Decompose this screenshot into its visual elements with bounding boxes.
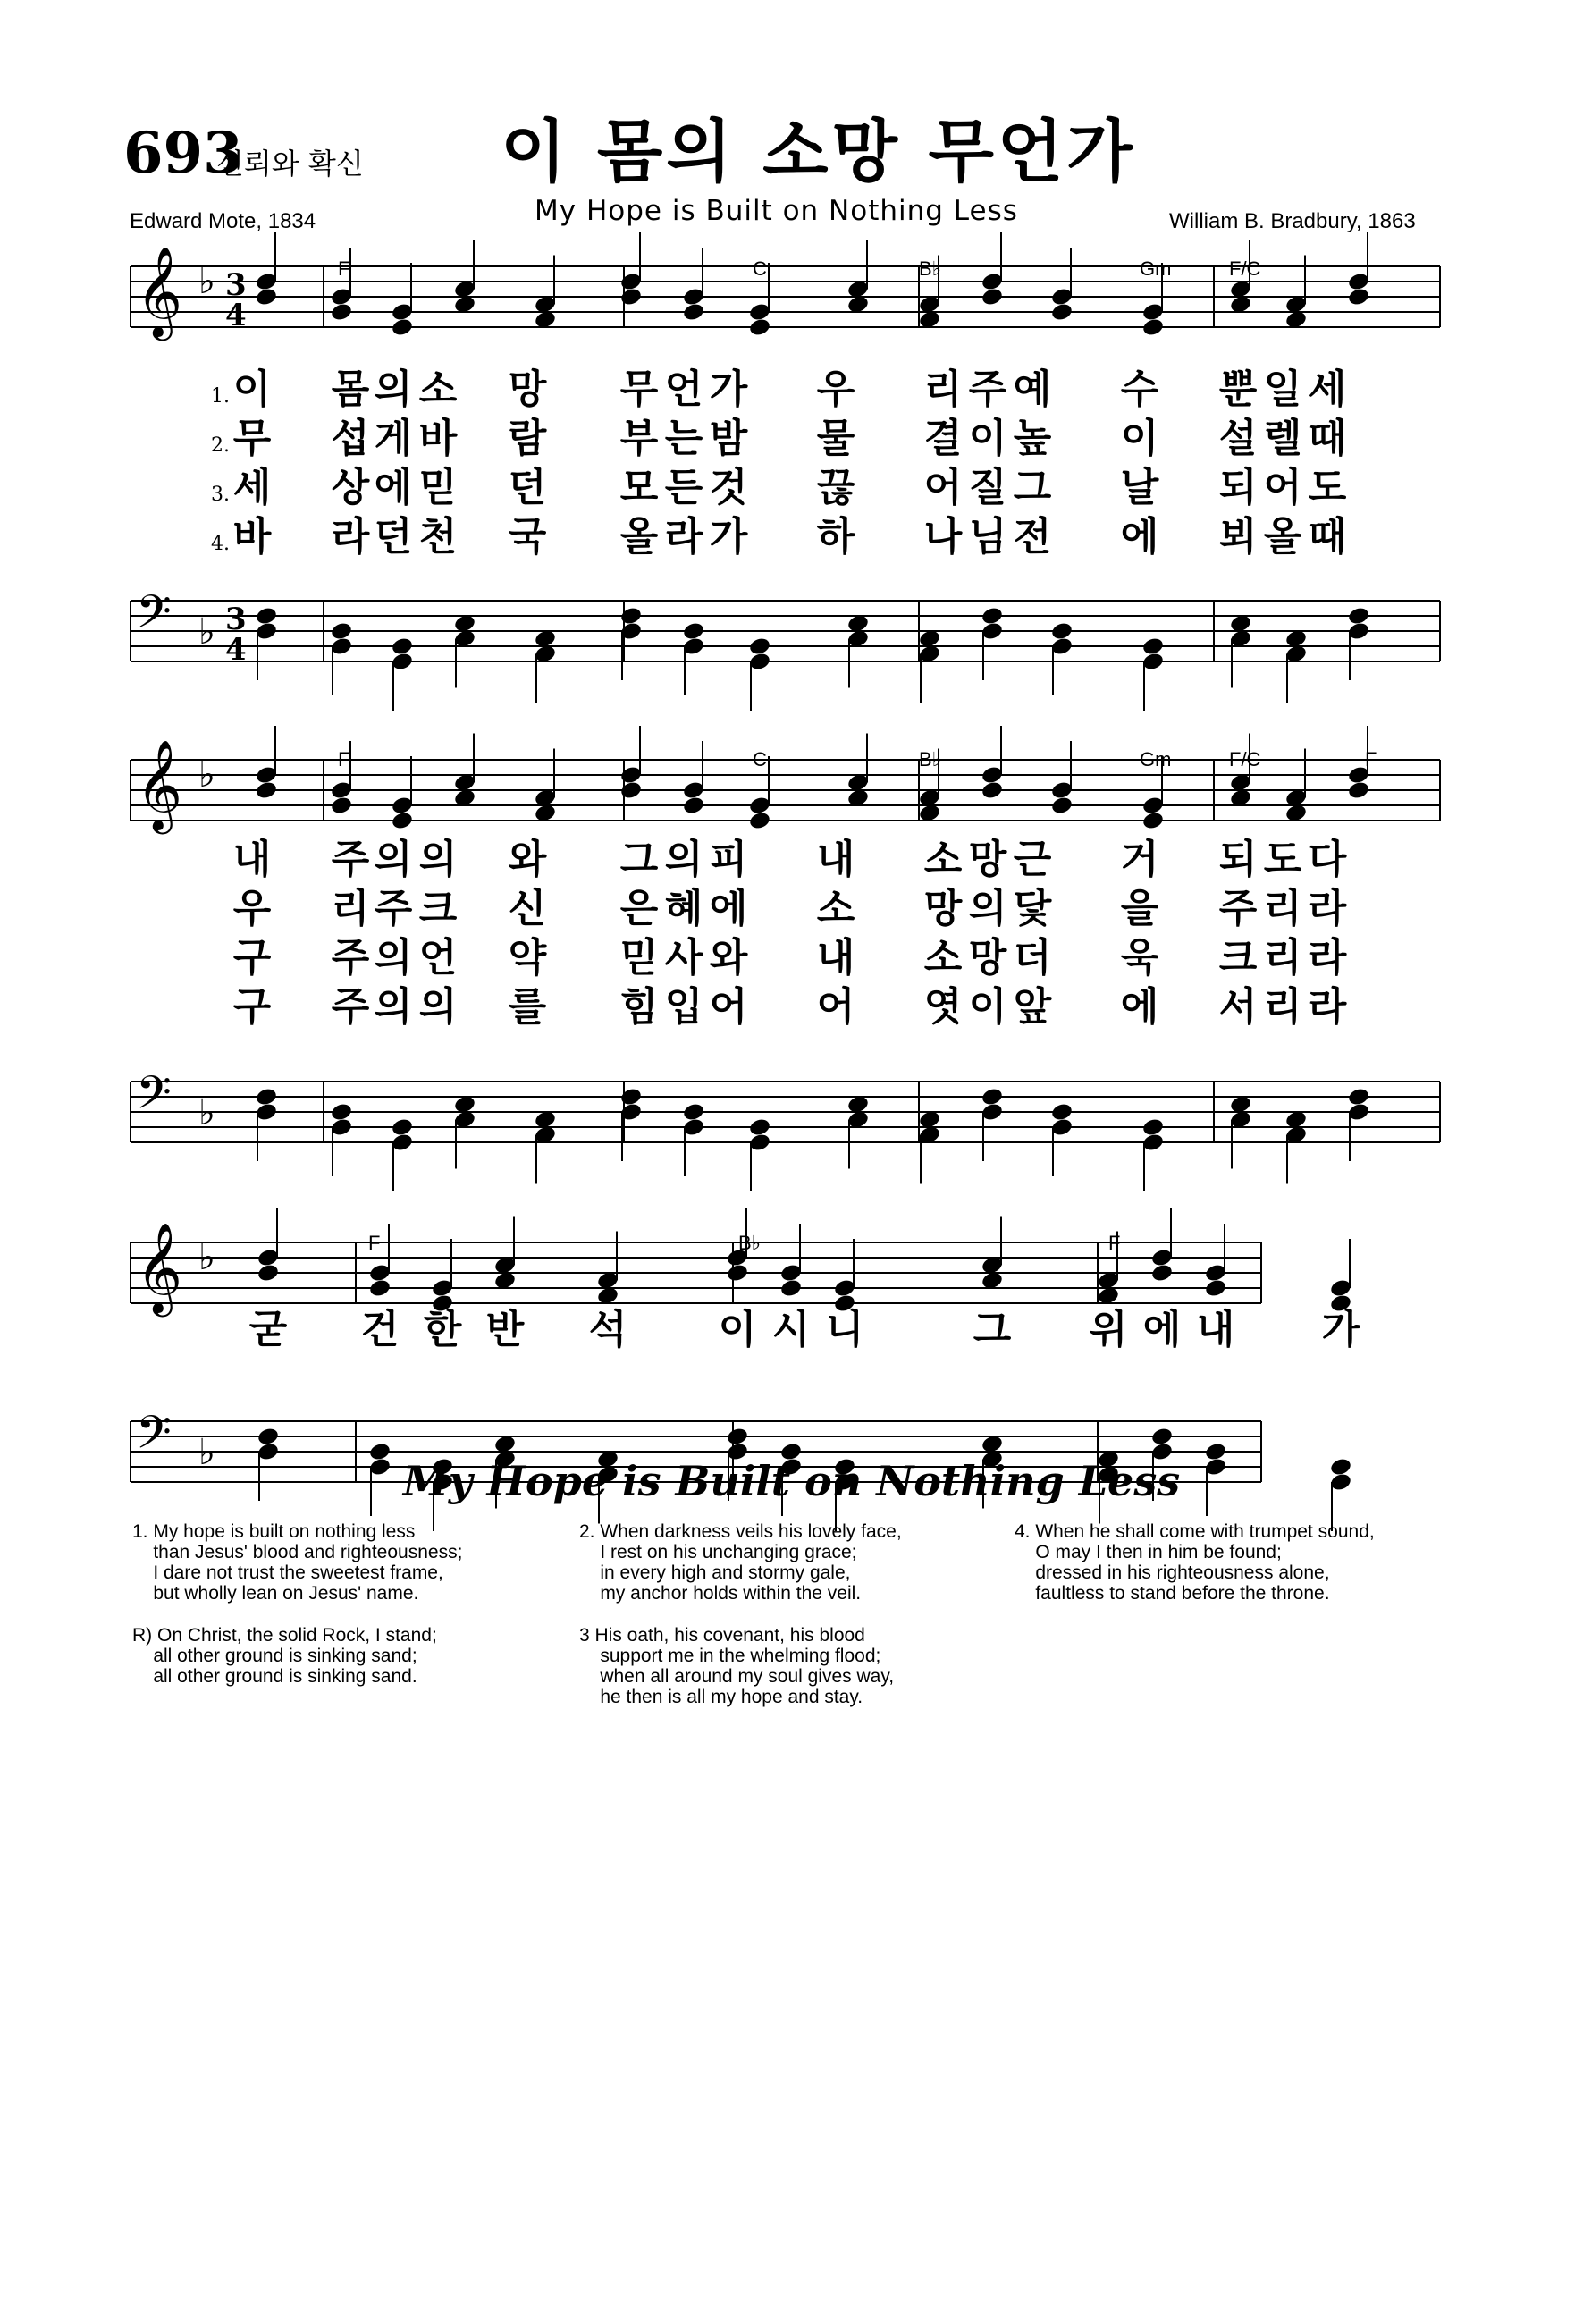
treble-notehead — [391, 811, 414, 831]
stanza-line: 2. When darkness veils his lovely face, — [579, 1521, 902, 1542]
lyric-syllable: 약 — [508, 935, 547, 981]
composer-credit: William B. Bradbury, 1863 — [1169, 209, 1416, 233]
chord-symbol: F — [338, 257, 350, 280]
treble-notehead — [1141, 811, 1165, 831]
lyric-syllable: 한 — [423, 1307, 462, 1352]
lyric-syllable: 렐 — [1263, 416, 1302, 461]
lyric-syllable: 리 — [1263, 984, 1302, 1030]
stanza-line: 1. My hope is built on nothing less — [132, 1521, 416, 1542]
lyric-syllable: 수 — [1120, 366, 1159, 412]
lyric-syllable: 이 — [718, 1307, 757, 1352]
lyric-syllable: 는 — [664, 416, 703, 461]
lyric-syllable: 뵈 — [1218, 514, 1258, 560]
lyric-syllable: 세 — [1308, 366, 1347, 412]
chord-symbol: F — [1108, 1232, 1121, 1254]
lyric-syllable: 밤 — [709, 416, 748, 461]
flat-key-signature-icon: ♭ — [198, 1092, 215, 1133]
treble-notehead — [726, 1263, 749, 1284]
chord-symbol: F/C — [1229, 748, 1261, 770]
bass-notehead — [1050, 621, 1074, 642]
treble-notehead — [748, 811, 771, 831]
verse-number: 2. — [211, 434, 230, 457]
chord-symbol: F/C — [1229, 257, 1261, 280]
lyric-syllable: 라 — [1308, 886, 1347, 931]
flat-key-signature-icon: ♭ — [198, 1432, 215, 1473]
chord-symbol: Gm — [1140, 748, 1172, 770]
lyric-syllable: 무 — [619, 366, 659, 412]
stanza-line: all other ground is sinking sand; — [132, 1646, 417, 1666]
verse-number: 4. — [211, 533, 230, 555]
chord-symbol: F — [338, 748, 350, 770]
bass-notehead — [1141, 1117, 1165, 1138]
stanza-line: in every high and stormy gale, — [579, 1562, 851, 1583]
lyric-syllable: 던 — [374, 514, 413, 560]
lyric-syllable: 근 — [1013, 837, 1052, 882]
lyric-syllable: 을 — [1120, 886, 1159, 931]
stanza-2 — [579, 1521, 902, 1604]
lyric-syllable: 라 — [1308, 984, 1347, 1030]
treble-notehead — [257, 1263, 280, 1284]
treble-notehead — [619, 287, 643, 307]
bass-notehead — [1050, 1102, 1074, 1123]
chord-symbol: F — [1365, 748, 1377, 770]
lyric-syllable: 다 — [1308, 837, 1347, 882]
lyric-syllable: 리 — [1263, 935, 1302, 981]
lyric-syllable: 언 — [664, 366, 703, 412]
stanza-line: dressed in his righteousness alone, — [1015, 1562, 1330, 1583]
lyric-syllable: 이 — [968, 984, 1007, 1030]
treble-notehead — [682, 796, 705, 816]
lyric-syllable: 결 — [923, 416, 963, 461]
bass-notehead — [748, 636, 771, 657]
lyric-syllable: 던 — [508, 465, 547, 510]
time-signature-bottom: 4 — [225, 298, 247, 333]
lyric-syllable: 리 — [1263, 886, 1302, 931]
treble-notehead — [255, 780, 278, 801]
treble-notehead — [330, 796, 353, 816]
lyric-syllable: 의 — [374, 935, 413, 981]
bass-notehead — [391, 636, 414, 657]
lyric-syllable: 부 — [619, 416, 659, 461]
lyric-syllable: 일 — [1263, 366, 1302, 412]
lyric-syllable: 크 — [418, 886, 458, 931]
refrain — [132, 1625, 437, 1687]
chord-symbol: C — [753, 257, 767, 280]
bass-notehead — [330, 621, 353, 642]
stanza-line: support me in the whelming flood; — [579, 1646, 881, 1666]
bass-notehead — [1150, 1427, 1174, 1447]
lyric-syllable: 그 — [973, 1307, 1012, 1352]
treble-notehead — [619, 780, 643, 801]
stanza-line: O may I then in him be found; — [1015, 1542, 1282, 1562]
bass-notehead — [1347, 1087, 1370, 1107]
lyric-syllable: 그 — [1013, 465, 1052, 510]
bass-notehead — [255, 1087, 278, 1107]
treble-notehead — [1347, 287, 1370, 307]
lyric-syllable: 주 — [968, 366, 1007, 412]
lyric-syllable: 주 — [331, 984, 370, 1030]
lyric-syllable: 반 — [485, 1307, 525, 1352]
lyric-syllable: 앞 — [1013, 984, 1052, 1030]
lyric-syllable: 님 — [968, 514, 1007, 560]
lyric-syllable: 사 — [664, 935, 703, 981]
lyric-syllable: 가 — [709, 514, 748, 560]
stanza-3 — [579, 1625, 894, 1707]
lyric-syllable: 거 — [1120, 837, 1159, 882]
lyric-syllable: 바 — [418, 416, 458, 461]
chord-symbol: B♭ — [919, 748, 942, 770]
lyric-syllable: 몸 — [331, 366, 370, 412]
lyric-syllable: 소 — [923, 837, 963, 882]
lyric-syllable: 주 — [331, 837, 370, 882]
lyric-syllable: 피 — [709, 837, 748, 882]
treble-notehead — [391, 317, 414, 338]
lyric-syllable: 입 — [664, 984, 703, 1030]
chord-symbol: B♭ — [738, 1232, 762, 1254]
lyric-syllable: 때 — [1308, 514, 1347, 560]
lyric-syllable: 상 — [331, 465, 370, 510]
lyric-syllable: 어 — [923, 465, 963, 510]
stanza-line: he then is all my hope and stay. — [579, 1687, 863, 1707]
lyric-syllable: 언 — [418, 935, 458, 981]
lyric-syllable: 닻 — [1013, 886, 1052, 931]
lyric-syllable: 것 — [709, 465, 748, 510]
bass-notehead — [682, 621, 705, 642]
lyric-syllable: 힘 — [619, 984, 659, 1030]
lyric-syllable: 전 — [1013, 514, 1052, 560]
lyric-syllable: 에 — [1120, 514, 1159, 560]
chord-symbol: C — [753, 748, 767, 770]
treble-notehead — [1347, 780, 1370, 801]
treble-notehead — [981, 780, 1004, 801]
treble-clef-icon: 𝄞 — [136, 1221, 183, 1313]
lyric-syllable: 가 — [1321, 1307, 1360, 1352]
lyric-syllable: 의 — [664, 837, 703, 882]
lyric-syllable: 와 — [709, 935, 748, 981]
stanza-line: than Jesus' blood and righteousness; — [132, 1542, 463, 1562]
treble-notehead — [1141, 317, 1165, 338]
hymn-subtitle: My Hope is Built on Nothing Less — [535, 195, 1018, 227]
lyric-syllable: 천 — [418, 514, 458, 560]
lyric-syllable: 무 — [232, 416, 272, 461]
lyric-syllable: 구 — [232, 935, 272, 981]
bass-notehead — [330, 1102, 353, 1123]
lyric-syllable: 내 — [1196, 1307, 1235, 1352]
treble-clef-icon: 𝄞 — [136, 738, 183, 830]
bass-clef-icon: 𝄢 — [136, 1065, 172, 1131]
lyric-syllable: 하 — [816, 514, 855, 560]
lyric-syllable: 석 — [588, 1307, 627, 1352]
english-title: My Hope is Built on Nothing Less — [402, 1457, 1181, 1505]
lyric-syllable: 망 — [923, 886, 963, 931]
bass-notehead — [1347, 606, 1370, 627]
lyric-syllable: 끊 — [816, 465, 855, 510]
lyric-syllable: 모 — [619, 465, 659, 510]
lyric-syllable: 욱 — [1120, 935, 1159, 981]
lyric-syllable: 우 — [232, 886, 272, 931]
lyric-syllable: 와 — [508, 837, 547, 882]
treble-notehead — [1204, 1278, 1227, 1299]
flat-key-signature-icon: ♭ — [198, 754, 215, 796]
hymn-title: 이 몸의 소망 무언가 — [501, 112, 1136, 191]
lyric-syllable: 망 — [968, 837, 1007, 882]
lyric-syllable: 의 — [418, 837, 458, 882]
stanza-line: I dare not trust the sweetest frame, — [132, 1562, 443, 1583]
flat-key-signature-icon: ♭ — [198, 611, 215, 653]
lyric-syllable: 소 — [816, 886, 855, 931]
lyric-syllable: 은 — [619, 886, 659, 931]
lyric-syllable: 뿐 — [1218, 366, 1258, 412]
treble-notehead — [981, 287, 1004, 307]
lyric-syllable: 에 — [1120, 984, 1159, 1030]
lyric-syllable: 우 — [816, 366, 855, 412]
lyric-syllable: 게 — [374, 416, 413, 461]
lyric-syllable: 바 — [232, 514, 272, 560]
bass-notehead — [748, 1117, 771, 1138]
lyric-syllable: 의 — [418, 984, 458, 1030]
lyric-syllable: 든 — [664, 465, 703, 510]
lyric-syllable: 주 — [331, 935, 370, 981]
stanza-4 — [1015, 1521, 1375, 1604]
lyric-syllable: 망 — [968, 935, 1007, 981]
bass-notehead — [391, 1117, 414, 1138]
lyric-syllable: 서 — [1218, 984, 1258, 1030]
lyric-syllable: 엿 — [923, 984, 963, 1030]
lyric-syllable: 예 — [1013, 366, 1052, 412]
treble-notehead — [330, 302, 353, 323]
stanza-line: all other ground is sinking sand. — [132, 1666, 417, 1687]
lyric-syllable: 이 — [1120, 416, 1159, 461]
lyric-syllable: 리 — [923, 366, 963, 412]
chord-symbol: B♭ — [919, 257, 942, 280]
verse-number: 3. — [211, 484, 230, 506]
treble-notehead — [1050, 796, 1074, 816]
lyric-syllable: 에 — [1142, 1307, 1182, 1352]
lyric-syllable: 위 — [1089, 1307, 1128, 1352]
bass-notehead — [726, 1427, 749, 1447]
bass-notehead — [682, 1102, 705, 1123]
flat-key-signature-icon: ♭ — [198, 1237, 215, 1278]
chord-symbol: Gm — [1140, 257, 1172, 280]
bass-notehead — [981, 606, 1004, 627]
stanza-1 — [132, 1521, 462, 1604]
lyric-syllable: 그 — [619, 837, 659, 882]
chord-symbol: F — [368, 1232, 381, 1254]
lyric-syllable: 설 — [1218, 416, 1258, 461]
hymn-category: 신뢰와 확신 — [216, 147, 364, 181]
treble-notehead — [255, 287, 278, 307]
lyric-syllable: 의 — [374, 984, 413, 1030]
lyric-syllable: 믿 — [418, 465, 458, 510]
lyric-syllable: 소 — [923, 935, 963, 981]
lyric-syllable: 내 — [232, 837, 272, 882]
verse-number: 1. — [211, 385, 230, 408]
lyric-syllable: 도 — [1263, 837, 1302, 882]
stanza-line: but wholly lean on Jesus' name. — [132, 1583, 419, 1604]
stanza-line: when all around my soul gives way, — [579, 1666, 895, 1687]
bass-notehead — [257, 1427, 280, 1447]
bass-clef-icon: 𝄢 — [136, 1405, 172, 1470]
lyric-syllable: 물 — [816, 416, 855, 461]
lyric-syllable: 높 — [1013, 416, 1052, 461]
stanza-line: R) On Christ, the solid Rock, I stand; — [132, 1625, 437, 1646]
time-signature-top: 3 — [225, 267, 247, 303]
lyric-syllable: 더 — [1013, 935, 1052, 981]
lyric-syllable: 에 — [374, 465, 413, 510]
lyric-syllable: 어 — [709, 984, 748, 1030]
lyric-syllable: 내 — [816, 837, 855, 882]
stanza-line: 4. When he shall come with trumpet sound, — [1015, 1521, 1375, 1542]
treble-clef-icon: 𝄞 — [136, 245, 183, 337]
stanza-line: 3 His oath, his covenant, his blood — [579, 1625, 865, 1646]
lyric-syllable: 이 — [968, 416, 1007, 461]
lyric-syllable: 섭 — [331, 416, 370, 461]
lyric-syllable: 시 — [771, 1307, 811, 1352]
lyric-syllable: 의 — [374, 366, 413, 412]
treble-notehead — [748, 317, 771, 338]
lyric-syllable: 라 — [1308, 935, 1347, 981]
lyric-syllable: 도 — [1308, 465, 1347, 510]
treble-notehead — [779, 1278, 803, 1299]
lyric-syllable: 구 — [232, 984, 272, 1030]
lyric-syllable: 니 — [825, 1307, 864, 1352]
lyric-syllable: 믿 — [619, 935, 659, 981]
lyric-syllable: 소 — [418, 366, 458, 412]
lyric-syllable: 망 — [508, 366, 547, 412]
stanza-line: I rest on his unchanging grace; — [579, 1542, 857, 1562]
bass-notehead — [981, 1087, 1004, 1107]
lyric-syllable: 에 — [709, 886, 748, 931]
lyric-syllable: 혜 — [664, 886, 703, 931]
lyric-syllable: 내 — [816, 935, 855, 981]
lyric-syllable: 신 — [508, 886, 547, 931]
lyric-syllable: 되 — [1218, 837, 1258, 882]
bass-clef-icon: 𝄢 — [136, 585, 172, 650]
lyric-syllable: 올 — [619, 514, 659, 560]
lyric-syllable: 리 — [331, 886, 370, 931]
lyric-syllable: 올 — [1263, 514, 1302, 560]
lyric-syllable: 의 — [374, 837, 413, 882]
lyric-syllable: 주 — [374, 886, 413, 931]
time-signature-top: 3 — [225, 602, 247, 637]
lyric-syllable: 굳 — [248, 1307, 288, 1352]
lyric-syllable: 를 — [508, 984, 547, 1030]
lyric-syllable: 크 — [1218, 935, 1258, 981]
lyric-syllable: 라 — [331, 514, 370, 560]
lyric-syllable: 라 — [664, 514, 703, 560]
lyric-syllable: 어 — [816, 984, 855, 1030]
lyric-syllable: 국 — [508, 514, 547, 560]
lyric-syllable: 건 — [360, 1307, 400, 1352]
bass-notehead — [255, 606, 278, 627]
hymn-number: 693 — [123, 120, 243, 187]
lyric-syllable: 가 — [709, 366, 748, 412]
stanza-line: my anchor holds within the veil. — [579, 1583, 862, 1604]
bass-notehead — [619, 1087, 643, 1107]
lyric-syllable: 어 — [1263, 465, 1302, 510]
time-signature-bottom: 4 — [225, 632, 247, 668]
lyric-syllable: 날 — [1120, 465, 1159, 510]
treble-notehead — [368, 1278, 392, 1299]
lyric-syllable: 람 — [508, 416, 547, 461]
lyric-syllable: 나 — [923, 514, 963, 560]
stanza-line: faultless to stand before the throne. — [1015, 1583, 1330, 1604]
treble-notehead — [1050, 302, 1074, 323]
lyric-syllable: 때 — [1308, 416, 1347, 461]
flat-key-signature-icon: ♭ — [198, 261, 215, 302]
bass-notehead — [619, 606, 643, 627]
lyricist-credit: Edward Mote, 1834 — [130, 209, 316, 233]
bass-notehead — [1141, 636, 1165, 657]
treble-notehead — [682, 302, 705, 323]
lyric-syllable: 질 — [968, 465, 1007, 510]
lyric-syllable: 세 — [232, 465, 272, 510]
lyric-syllable: 이 — [232, 366, 272, 412]
lyric-syllable: 주 — [1218, 886, 1258, 931]
lyric-syllable: 되 — [1218, 465, 1258, 510]
lyric-syllable: 의 — [968, 886, 1007, 931]
treble-notehead — [1150, 1263, 1174, 1284]
